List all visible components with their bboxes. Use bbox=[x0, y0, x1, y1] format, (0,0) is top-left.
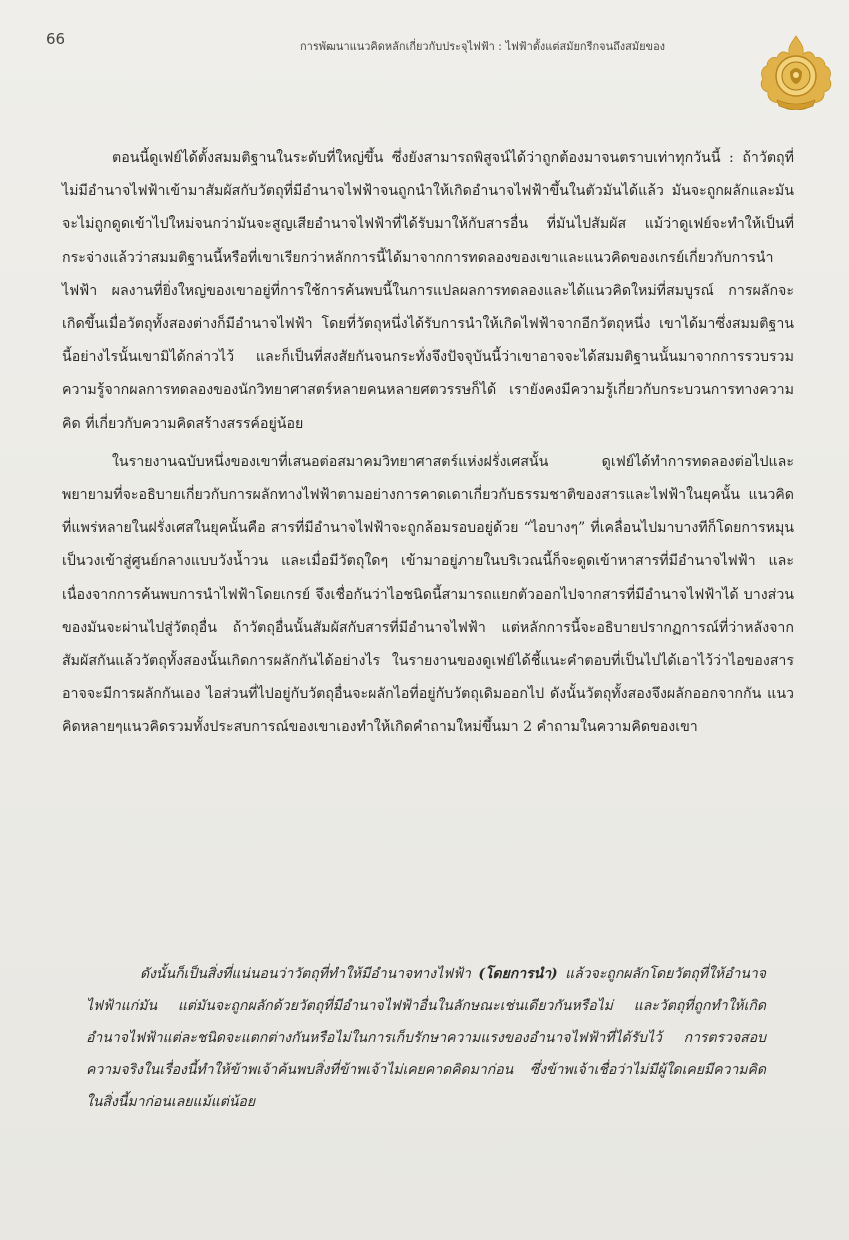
paragraph-1: ตอนนี้ดูเฟย์ได้ตั้งสมมติฐานในระดับที่ใหญ่ขึ้น ซึ่งยังสามารถพิสูจน์ได้ว่าถูกต้องมาจนตราบเท่าทุกวันนี้ : ถ้าวัตถุที่ไม่มีอำนาจไฟฟ้าเข้ามาสัมผัสกับวัตถุที่มีอำนาจไฟฟ้าจนถูกนำให้เกิดอำนาจไฟฟ้าขึ้นในตัวมันได้แล้ว มันจะถูกผลักและมันจะไม่ถูกดูดเข้าไปใหม่จนกว่ามันจะสูญเสียอำนาจไฟฟ้าที่ได้รับมาให้กับสารอื่น ที่มันไปสัมผัส แม้ว่าดูเฟย์จะทำให้เป็นที่กระจ่างแล้วว่าสมมติฐานนี้หรือที่เขาเรียกว่าหลักการนี้ได้มาจากการทดลองของเขาและแนวคิดของเกรย์เกี่ยวกับการนำไฟฟ้า ผลงานที่ยิ่งใหญ่ของเขาอยู่ที่การใช้การค้นพบนี้ในการแปลผลการทดลองและได้แนวคิดใหม่ที่สมบูรณ์ การผลักจะเกิดขึ้นเมื่อวัตถุทั้งสองต่างก็มีอำนาจไฟฟ้า โดยที่วัตถุหนึ่งได้รับการนำให้เกิดไฟฟ้าจากอีกวัตถุหนึ่ง เขาได้มาซึ่งสมมติฐานนี้อย่างไรนั้นเขามิได้กล่าวไว้ และก็เป็นที่สงสัยกันจนกระทั่งจึงปัจจุบันนี้ว่าเขาอาจจะได้สมมติฐานนั้นมาจากการรวบรวมความรู้จากผลการทดลองของนักวิทยาศาสตร์หลายคนหลายศตวรรษก็ได้ เรายังคงมีความรู้เกี่ยวกับกระบวนการทางความคิด ที่เกี่ยวกับความคิดสร้างสรรค์อยู่น้อย bbox=[62, 150, 794, 432]
paragraph-2: ในรายงานฉบับหนึ่งของเขาที่เสนอต่อสมาคมวิทยาศาสตร์แห่งฝรั่งเศสนั้น ดูเฟย์ได้ทำการทดลองต่อไปและพยายามที่จะอธิบายเกี่ยวกับการผลักทางไฟฟ้าตามอย่างการคาดเดาเกี่ยวกับธรรมชาติของสารและไฟฟ้าในยุคนั้น แนวคิดที่แพร่หลายในฝรั่งเศสในยุคนั้นคือ สารที่มีอำนาจไฟฟ้าจะถูกล้อมรอบอยู่ด้วย “ไอบางๆ” ที่เคลื่อนไปมาบางทีก็โดยการหมุนเป็นวงเข้าสู่ศูนย์กลางแบบวังน้ำวน และเมื่อมีวัตถุใดๆ เข้ามาอยู่ภายในบริเวณนี้ก็จะดูดเข้าหาสารที่มีอำนาจไฟฟ้า และเนื่องจากการค้นพบการนำไฟฟ้าโดยเกรย์ จึงเชื่อกันว่าไอชนิดนี้สามารถแยกตัวออกไปจากสารที่มีอำนาจไฟฟ้าได้ บางส่วนของมันจะผ่านไปสู่วัตถุอื่น ถ้าวัตถุอื่นนั้นสัมผัสกับสารที่มีอำนาจไฟฟ้า แต่หลักการนี้จะอธิบายปรากฏการณ์ที่ว่าหลังจากสัมผัสกันแล้ววัตถุทั้งสองนั้นเกิดการผลักกันได้อย่างไร ในรายงานของดูเฟย์ได้ชี้แนะคำตอบที่เป็นไปได้เอาไว้ว่าไอของสารอาจจะมีการผลักกันเอง ไอส่วนที่ไปอยู่กับวัตถุอื่นจะผลักไอที่อยู่กับวัตถุเดิมออกไป ดังนั้นวัตถุทั้งสองจึงผลักออกจากกัน แนวคิดหลายๆแนวคิดรวมทั้งประสบการณ์ของเขาเองทำให้เกิดคำถามใหม่ขึ้นมา 2 คำถามในความคิดของเขา bbox=[62, 453, 794, 736]
quote-text-start: ดังนั้นก็เป็นสิ่งที่แน่นอนว่าวัตถุที่ทำให้มีอำนาจทางไฟฟ้า bbox=[140, 966, 479, 982]
running-header: การพัฒนาแนวคิดหลักเกี่ยวกับประจุไฟฟ้า : ไฟฟ้าตั้งแต่สมัยกรีกจนถึงสมัยของ bbox=[300, 40, 666, 53]
quote-emphasis: (โดยการนำ) bbox=[478, 966, 558, 982]
page-number: 66 bbox=[46, 30, 66, 48]
body-text bbox=[62, 142, 794, 745]
quote-text-end: แล้วจะถูกผลักโดยวัตถุที่ให้อำนาจไฟฟ้าแก่มัน แต่มันจะถูกผลักด้วยวัตถุที่มีอำนาจไฟฟ้าอื่นในลักษณะเช่นเดียวกันหรือไม่ และวัตถุที่ถูกทำให้เกิดอำนาจไฟฟ้าแต่ละชนิดจะแตกต่างกันหรือไม่ในการเก็บรักษาความแรงของอำนาจไฟฟ้าที่ได้รับไว้ การตรวจสอบความจริงในเรื่องนี้ทำให้ข้าพเจ้าค้นพบสิ่งที่ข้าพเจ้าไม่เคยคาดคิดมาก่อน ซึ่งข้าพเจ้าเชื่อว่าไม่มีผู้ใดเคยมีความคิดในสิ่งนี้มาก่อนเลยแม้แต่น้อย bbox=[86, 966, 766, 1110]
block-quote bbox=[86, 958, 766, 1118]
university-seal-icon bbox=[757, 34, 835, 114]
quote-paragraph bbox=[86, 958, 766, 1118]
